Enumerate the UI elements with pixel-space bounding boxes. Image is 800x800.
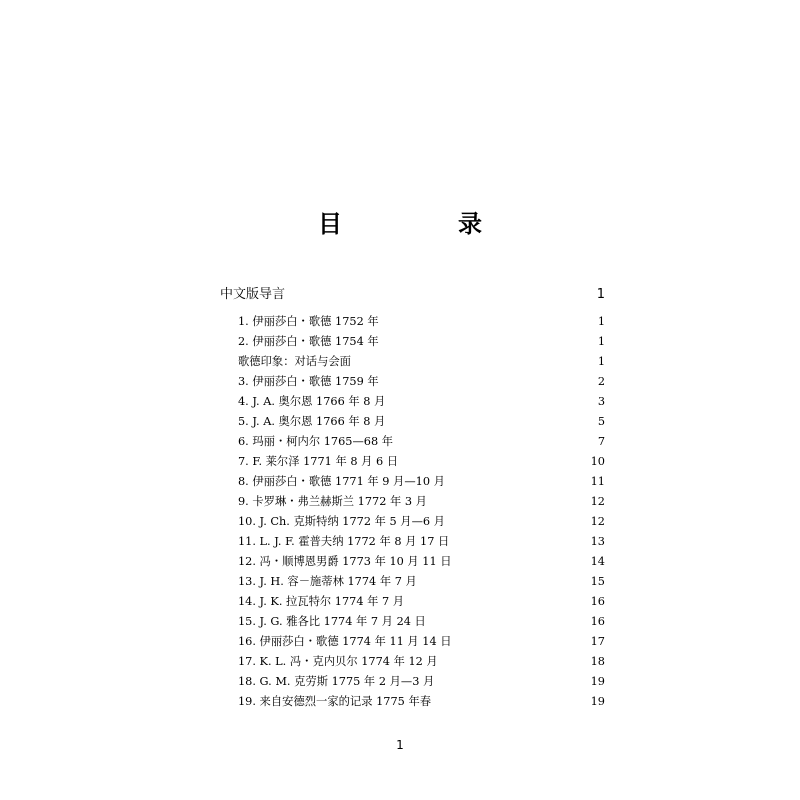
toc-entry-page: 5: [597, 415, 605, 428]
toc-entry: [238, 552, 605, 572]
page-title: 目 录: [318, 210, 528, 239]
toc-intro-label: 中文版导言: [220, 287, 286, 302]
toc-entry-page: 16: [590, 615, 605, 628]
toc-entry-page: 13: [590, 535, 605, 548]
toc-intro-row: [220, 286, 605, 304]
toc-entry-page: 1: [597, 315, 605, 328]
toc-entry: [238, 352, 605, 372]
toc-entry-title: 13. J. H. 容－施蒂林 1774 年 7 月: [238, 575, 417, 588]
toc-entry-title: 11. L. J. F. 霍普夫纳 1772 年 8 月 17 日: [238, 535, 450, 548]
toc-entry-title: 5. J. A. 奥尔恩 1766 年 8 月: [238, 415, 386, 428]
toc-entry: [238, 452, 605, 472]
toc-entry: [238, 672, 605, 692]
toc-entry-title: 1. 伊丽莎白・歌德 1752 年: [238, 315, 379, 328]
toc-entry: [238, 612, 605, 632]
toc-entry-page: 14: [590, 555, 605, 568]
toc-entry-title: 17. K. L. 冯・克内贝尔 1774 年 12 月: [238, 655, 438, 668]
toc-entry: [238, 392, 605, 412]
toc-entry: [238, 512, 605, 532]
toc-entry-page: 19: [590, 695, 605, 708]
toc-entry: [238, 632, 605, 652]
toc-entry-title: 8. 伊丽莎白・歌德 1771 年 9 月—10 月: [238, 475, 445, 488]
toc-entry-page: 12: [590, 495, 605, 508]
toc-entry-title: 18. G. M. 克劳斯 1775 年 2 月—3 月: [238, 675, 435, 688]
toc-entry-title: 3. 伊丽莎白・歌德 1759 年: [238, 375, 379, 388]
toc-entry-title: 19. 来自安德烈一家的记录 1775 年春: [238, 695, 432, 708]
toc-entry: [238, 332, 605, 352]
toc-entry-title: 16. 伊丽莎白・歌德 1774 年 11 月 14 日: [238, 635, 452, 648]
toc-entry: [238, 472, 605, 492]
toc-entry: [238, 432, 605, 452]
toc-entry-title: 10. J. Ch. 克斯特纳 1772 年 5 月—6 月: [238, 515, 445, 528]
toc-entry: [238, 532, 605, 552]
toc-entry-title: 6. 玛丽・柯内尔 1765—68 年: [238, 435, 394, 448]
toc-entry-page: 2: [597, 375, 605, 388]
toc-entry-page: 12: [590, 515, 605, 528]
toc-entry-title: 15. J. G. 雅各比 1774 年 7 月 24 日: [238, 615, 426, 628]
toc-entry-title: 12. 冯・顺博恩男爵 1773 年 10 月 11 日: [238, 555, 452, 568]
toc-entry-page: 10: [590, 455, 605, 468]
toc-entry-title: 歌德印象：对话与会面: [238, 355, 351, 368]
toc-entry: [238, 372, 605, 392]
toc-entry-page: 17: [590, 635, 605, 648]
toc-entry-page: 3: [597, 395, 605, 408]
toc-entry: [238, 592, 605, 612]
toc-entry-title: 4. J. A. 奥尔恩 1766 年 8 月: [238, 395, 386, 408]
toc-entry-page: 11: [590, 475, 605, 488]
toc-entry: [238, 492, 605, 512]
toc-entry-page: 16: [590, 595, 605, 608]
toc-entry-title: 7. F. 莱尔泽 1771 年 8 月 6 日: [238, 455, 399, 468]
toc-entry-title: 2. 伊丽莎白・歌德 1754 年: [238, 335, 379, 348]
toc-entry: [238, 312, 605, 332]
toc-entry: [238, 652, 605, 672]
toc-intro-page: 1: [596, 287, 605, 302]
toc-entry-page: 18: [590, 655, 605, 668]
toc-entry-page: 1: [597, 355, 605, 368]
toc-entry: [238, 412, 605, 432]
toc-entry-page: 15: [590, 575, 605, 588]
toc-entry-page: 19: [590, 675, 605, 688]
toc-entry-title: 14. J. K. 拉瓦特尔 1774 年 7 月: [238, 595, 405, 608]
toc-entry: [238, 572, 605, 592]
toc-entry-page: 7: [597, 435, 605, 448]
toc-entry-title: 9. 卡罗琳・弗兰赫斯兰 1772 年 3 月: [238, 495, 427, 508]
toc-entry-page: 1: [597, 335, 605, 348]
toc-entry: [238, 692, 605, 712]
page-number: 1: [396, 738, 404, 752]
toc-list: [238, 312, 605, 712]
